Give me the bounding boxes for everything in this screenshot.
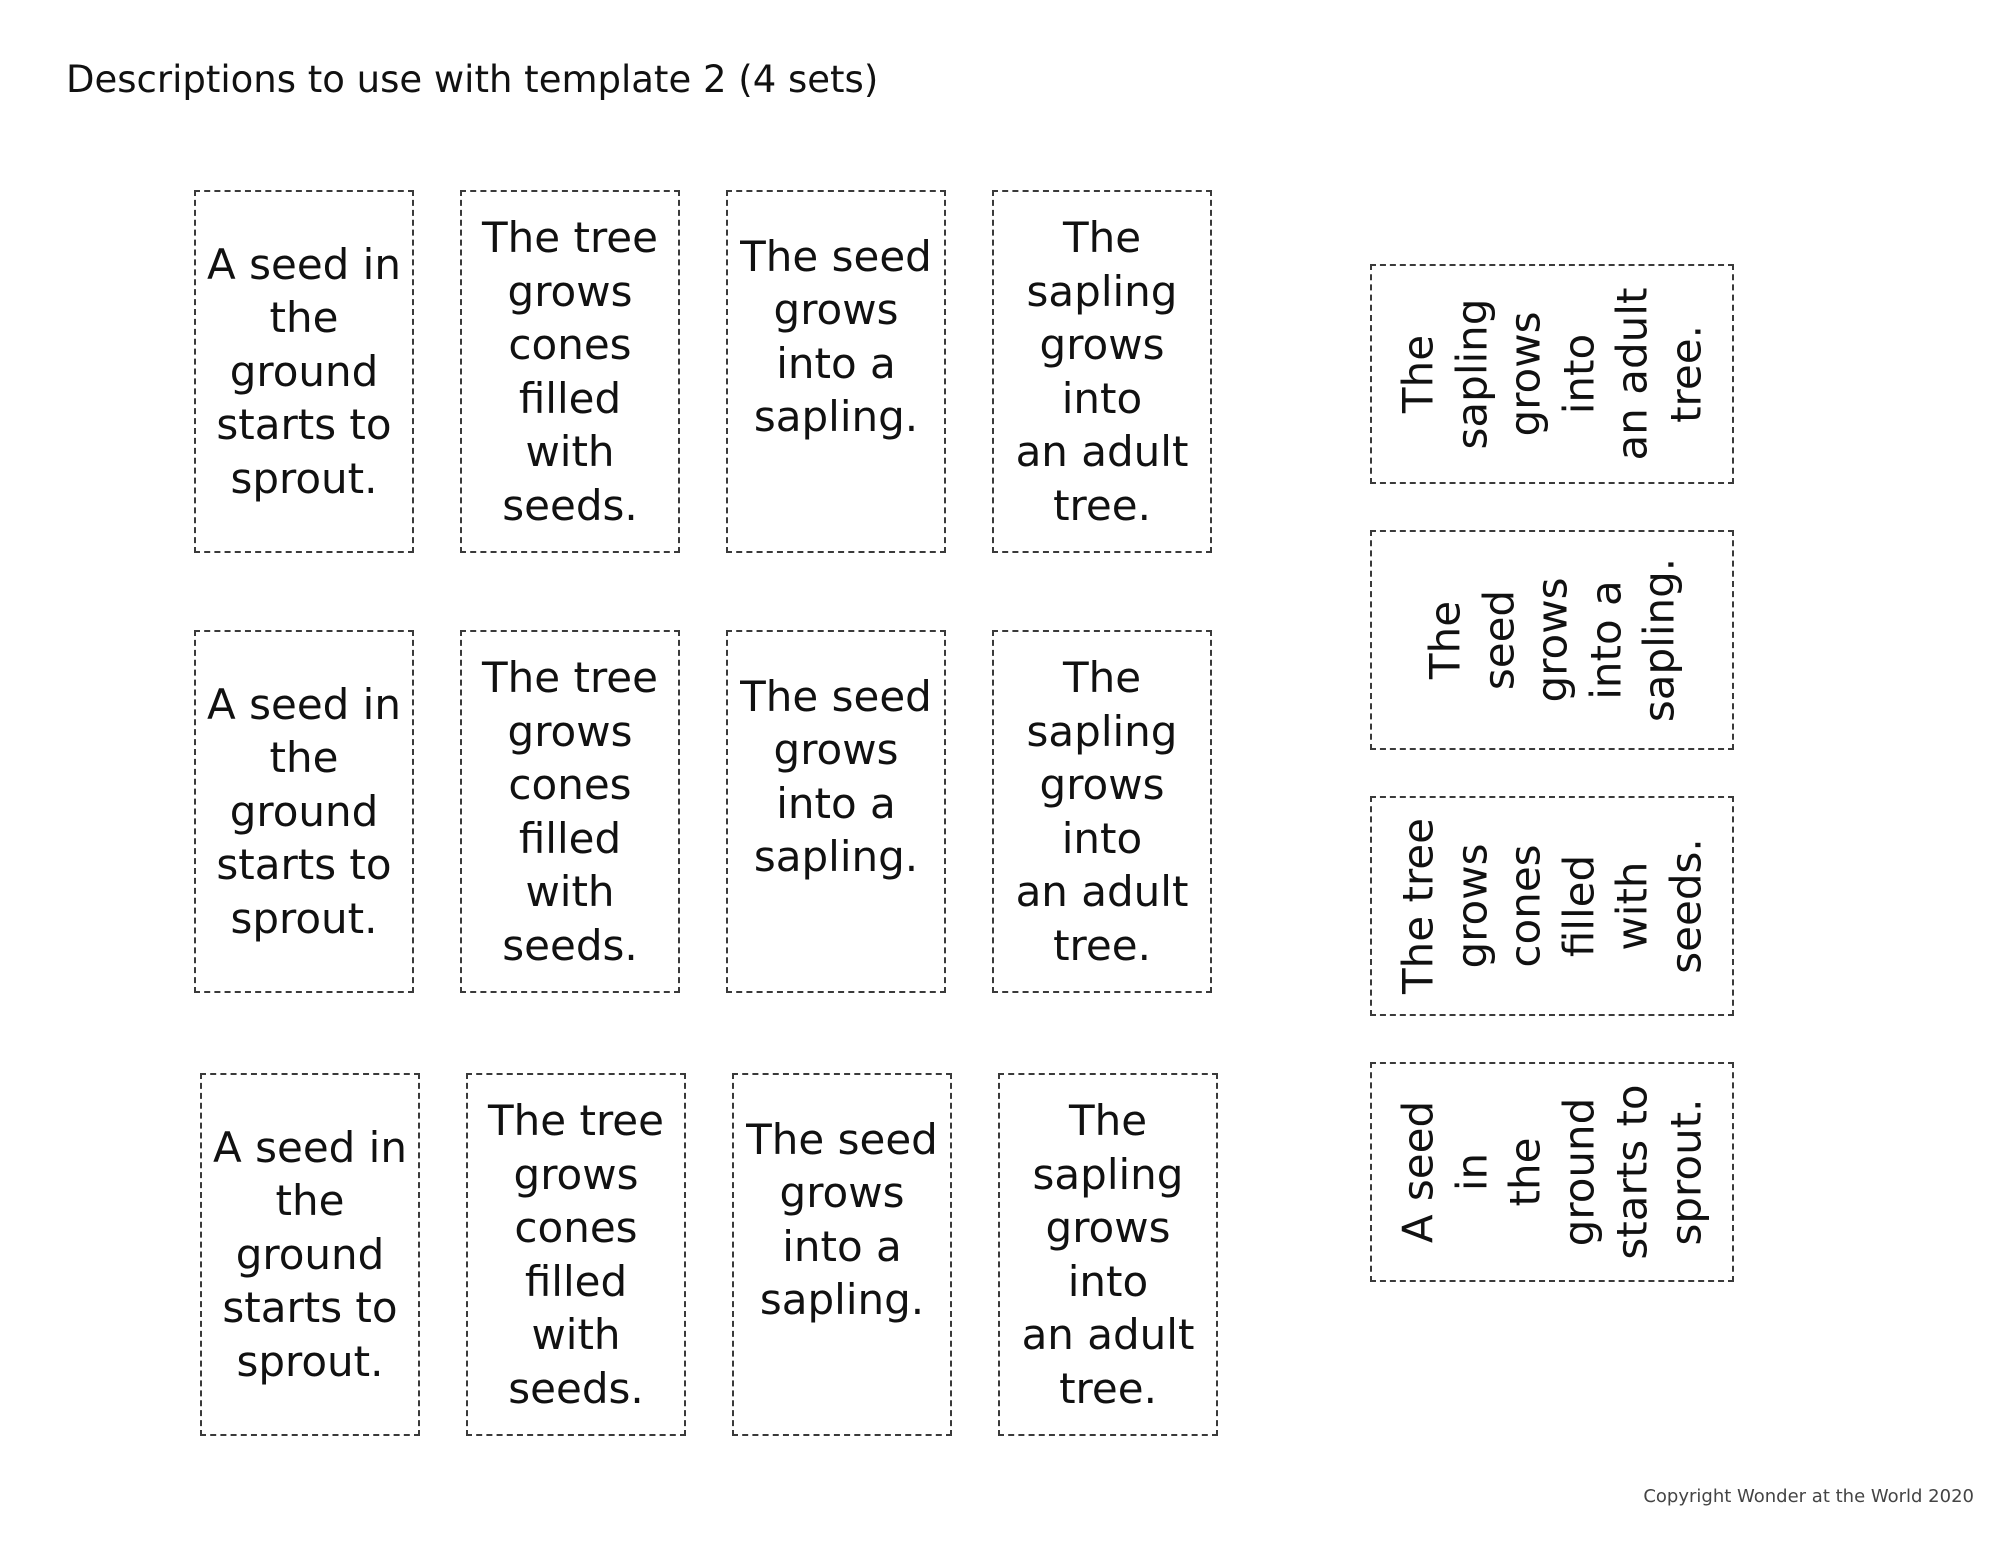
copyright-notice: Copyright Wonder at the World 2020 xyxy=(1643,1486,1974,1507)
card-text: The tree grows cones filled with seeds. xyxy=(488,1096,664,1413)
description-card-row2-cones xyxy=(460,630,680,993)
description-card-row3-seed-sprout xyxy=(200,1073,420,1436)
card-text: The sapling grows into an adult tree. xyxy=(1015,653,1189,970)
card-text: The seed grows into a sapling. xyxy=(740,671,932,881)
card-text: The sapling grows into an adult tree. xyxy=(1393,287,1710,461)
card-text: A seed in the ground starts to sprout. xyxy=(1393,1084,1710,1260)
rotated-card-adult-tree xyxy=(1370,264,1734,484)
card-text: The tree grows cones filled with seeds. xyxy=(1393,818,1710,994)
card-text: A seed in the ground starts to sprout. xyxy=(207,679,401,943)
rotated-card-cones xyxy=(1370,796,1734,1016)
description-card-row1-adult-tree xyxy=(992,190,1212,553)
card-text: The seed grows into a sapling. xyxy=(740,231,932,441)
description-card-row2-seed-sprout xyxy=(194,630,414,993)
description-card-row1-sapling xyxy=(726,190,946,553)
description-card-row3-adult-tree xyxy=(998,1073,1218,1436)
card-text: A seed in the ground starts to sprout. xyxy=(207,239,401,503)
page-title: Descriptions to use with template 2 (4 sets) xyxy=(66,58,879,101)
rotated-card-seed-sprout xyxy=(1370,1062,1734,1282)
rotated-card-sapling xyxy=(1370,530,1734,750)
description-card-row3-sapling xyxy=(732,1073,952,1436)
description-card-row3-cones xyxy=(466,1073,686,1436)
card-text: The tree grows cones filled with seeds. xyxy=(482,653,658,970)
description-card-row2-adult-tree xyxy=(992,630,1212,993)
description-card-row2-sapling xyxy=(726,630,946,993)
card-text: The sapling grows into an adult tree. xyxy=(1021,1096,1195,1413)
card-text: The seed grows into a sapling. xyxy=(1420,557,1684,723)
description-card-row1-cones xyxy=(460,190,680,553)
card-text: A seed in the ground starts to sprout. xyxy=(213,1122,407,1386)
card-text: The seed grows into a sapling. xyxy=(746,1114,938,1324)
card-text: The sapling grows into an adult tree. xyxy=(1015,213,1189,530)
description-card-row1-seed-sprout xyxy=(194,190,414,553)
card-text: The tree grows cones filled with seeds. xyxy=(482,213,658,530)
